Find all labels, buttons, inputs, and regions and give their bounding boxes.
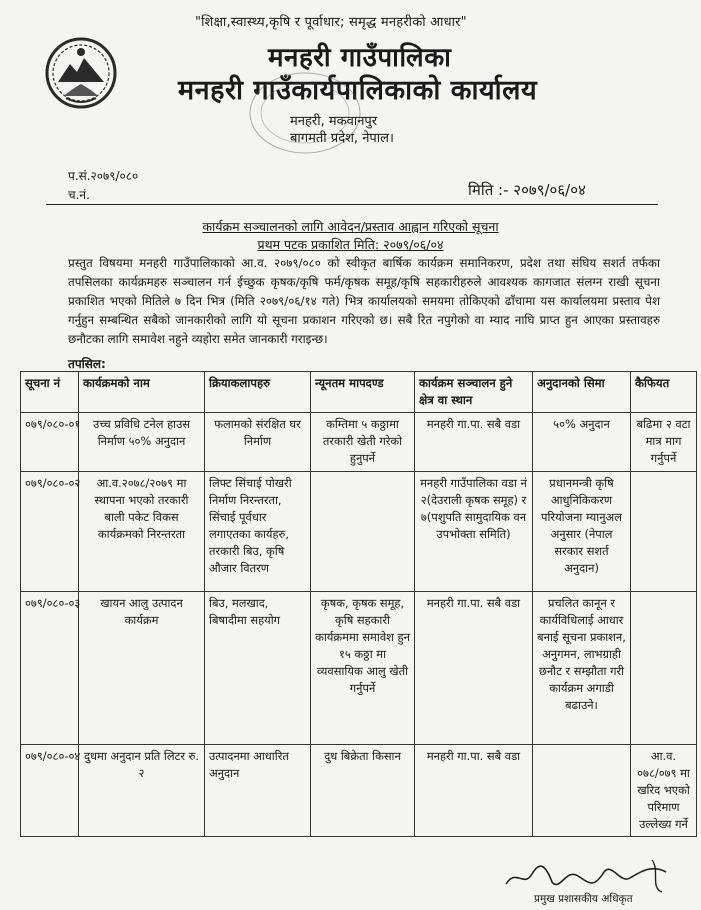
notice-subject: कार्यक्रम सञ्चालनको लागि आवेदन/प्रस्ताव आह्वान गरिएको सूचना [202, 219, 499, 234]
signatory-role: प्रमुख प्रशासकीय अधिकृत [534, 893, 633, 905]
cell-area: मनहरी गा.पा. सबै वडा [415, 413, 533, 472]
dispatch-number: च.नं. [68, 188, 90, 202]
first-publication-date: प्रथम पटक प्रकाशित मिति: २०७९/०६/०४ [257, 237, 444, 252]
cell-notice-no: ०७९/०८०-०३ [21, 592, 79, 745]
cell-area: मनहरी गा.पा. सबै वडा [415, 592, 533, 745]
cell-criteria: कम्तिमा ५ कठ्ठामा तरकारी खेती गरेको हुनुपर्ने [311, 413, 415, 472]
cell-program: उच्च प्रविधि टनेल हाउस निर्माण ५०% अनुदान [79, 413, 205, 472]
cell-activities: फलामको संरक्षित घर निर्माण [205, 413, 311, 472]
office-title: मनहरी गाउँकार्यपालिकाको कार्यालय [178, 75, 538, 106]
cell-notice-no: ०७९/०८०-०४ [21, 745, 79, 837]
handwritten-signature-icon [502, 858, 672, 894]
cell-grant-limit: प्रचलित कानून र कार्यविधिलाई आधार बनाई सूचना प्रकाशन, अनुगमन, लाभग्राही छनौट र सम्झौता गरी कार्यक्रम अगाडी बढाउने। [533, 592, 631, 745]
address-line-2: बागमती प्रदेश, नेपाल। [290, 131, 394, 146]
notice-body: प्रस्तुत विषयमा मनहरी गाउँपालिकाको आ.व. २०७९/०८० को स्वीकृत बार्षिक कार्यक्रम समानिकरण, प्रदेश तथा संघिय सशर्त तर्फका तपसिलका कार्यक्रमहरु सञ्चालन गर्न ईच्छुक कृषक/कृषि फर्म/कृषक समूह/कृषि सहकारीहरुले आवश्यक कागजात संलग्न राखी सूचना प्रकाशित भएको मितिले ७ दिन भित्र (मिति २०७९/०६/१४ गते) भित्र कार्यालयको समयमा तोकिएको ढाँचामा यस कार्यालयमा प्रस्ताव पेश गर्नुहुन सम्बन्धित सबैको जानकारीको लागि यो सूचना प्रकाशन गरिएको छ। सबै रित नपुगेको वा म्याद नाघि प्राप्त हुन आएका प्रस्तावहरु छनौटका लागि समावेश नहुने व्यहोरा समेत जानकारी गराइन्छ। [68, 256, 660, 346]
table-row [21, 745, 697, 837]
cell-remarks [631, 472, 697, 592]
details-label: तपसिल: [68, 357, 106, 371]
column-header-criteria: न्यूनतम मापदण्ड [311, 372, 415, 413]
cell-notice-no: ०७९/०८०-०२ [21, 472, 79, 592]
cell-program: खायन आलु उत्पादन कार्यक्रम [79, 592, 205, 745]
cell-criteria: दुध बिक्रेता किसान [311, 745, 415, 837]
column-header-remarks: कैफियत [631, 372, 697, 413]
cell-criteria: कृषक, कृषक समूह, कृषि सहकारी कार्यक्रममा समावेश हुन १५ कठ्ठा मा व्यवसायिक आलु खेती गर्नुपर्ने [311, 592, 415, 745]
page-title: मनहरी गाउँपालिका [268, 43, 452, 73]
address-line-1: मनहरी, मकवानपुर [290, 114, 378, 129]
column-header-area: कार्यक्रम सञ्चालन हुने क्षेत्र वा स्थान [415, 372, 533, 413]
cell-remarks [631, 592, 697, 745]
header-motto: "शिक्षा,स्वास्थ्य,कृषि र पूर्वाधार; समृद्ध मनहरीको आधार" [195, 15, 467, 30]
cell-criteria [311, 472, 415, 592]
cell-program: दुधमा अनुदान प्रति लिटर रु. २ [79, 745, 205, 837]
table-row [21, 472, 697, 592]
nepal-government-emblem-icon [44, 36, 118, 110]
table-header-row [21, 372, 697, 413]
cell-area: मनहरी गाउँपालिका वडा नं २(देउराली कृषक समूह) र ७(पशुपति सामुदायिक वन उपभोक्ता समिति) [415, 472, 533, 592]
cell-remarks: बढिमा २ वटा मात्र माग गर्नुपर्ने [631, 413, 697, 472]
reference-number: प.सं.२०७९/०८० [68, 169, 139, 183]
cell-activities: लिफ्ट सिंचाई पोखरी निर्माण निरन्तरता, सिंचाई पूर्वधार लगाएतका कार्यहरु, तरकारी बिउ, कृषि औजार वितरण [205, 472, 311, 592]
cell-grant-limit [533, 745, 631, 837]
cell-program: आ.व.२०७८/२०७९ मा स्थापना भएको तरकारी बाली पकेट विकस कार्यक्रमको निरन्तरता [79, 472, 205, 592]
column-header-program: कार्यक्रमको नाम [79, 372, 205, 413]
cell-area: मनहरी गा.पा. सबै वडा [415, 745, 533, 837]
table-row [21, 413, 697, 472]
cell-activities: बिउ, मलखाद, बिषादीमा सहयोग [205, 592, 311, 745]
column-header-grant-limit: अनुदानको सिमा [533, 372, 631, 413]
cell-remarks: आ.व. ०७८/०७९ मा खरिद भएको परिमाण उल्लेख्य गर्ने [631, 745, 697, 837]
column-header-activities: क्रियाकलापहरु [205, 372, 311, 413]
table-row [21, 592, 697, 745]
cell-grant-limit: प्रधानमन्त्री कृषि आधुनिकिकरण परियोजना म्यानुअल अनुसार (नेपाल सरकार सशर्त अनुदान) [533, 472, 631, 592]
notice-date: मिति :- २०७९/०६/०४ [468, 181, 586, 199]
program-table [20, 371, 697, 837]
cell-grant-limit: ५०% अनुदान [533, 413, 631, 472]
cell-activities: उत्पादनमा आधारित अनुदान [205, 745, 311, 837]
column-header-notice-no: सूचना नं [21, 372, 79, 413]
header-divider [46, 204, 658, 205]
cell-notice-no: ०७९/०८०-०१ [21, 413, 79, 472]
